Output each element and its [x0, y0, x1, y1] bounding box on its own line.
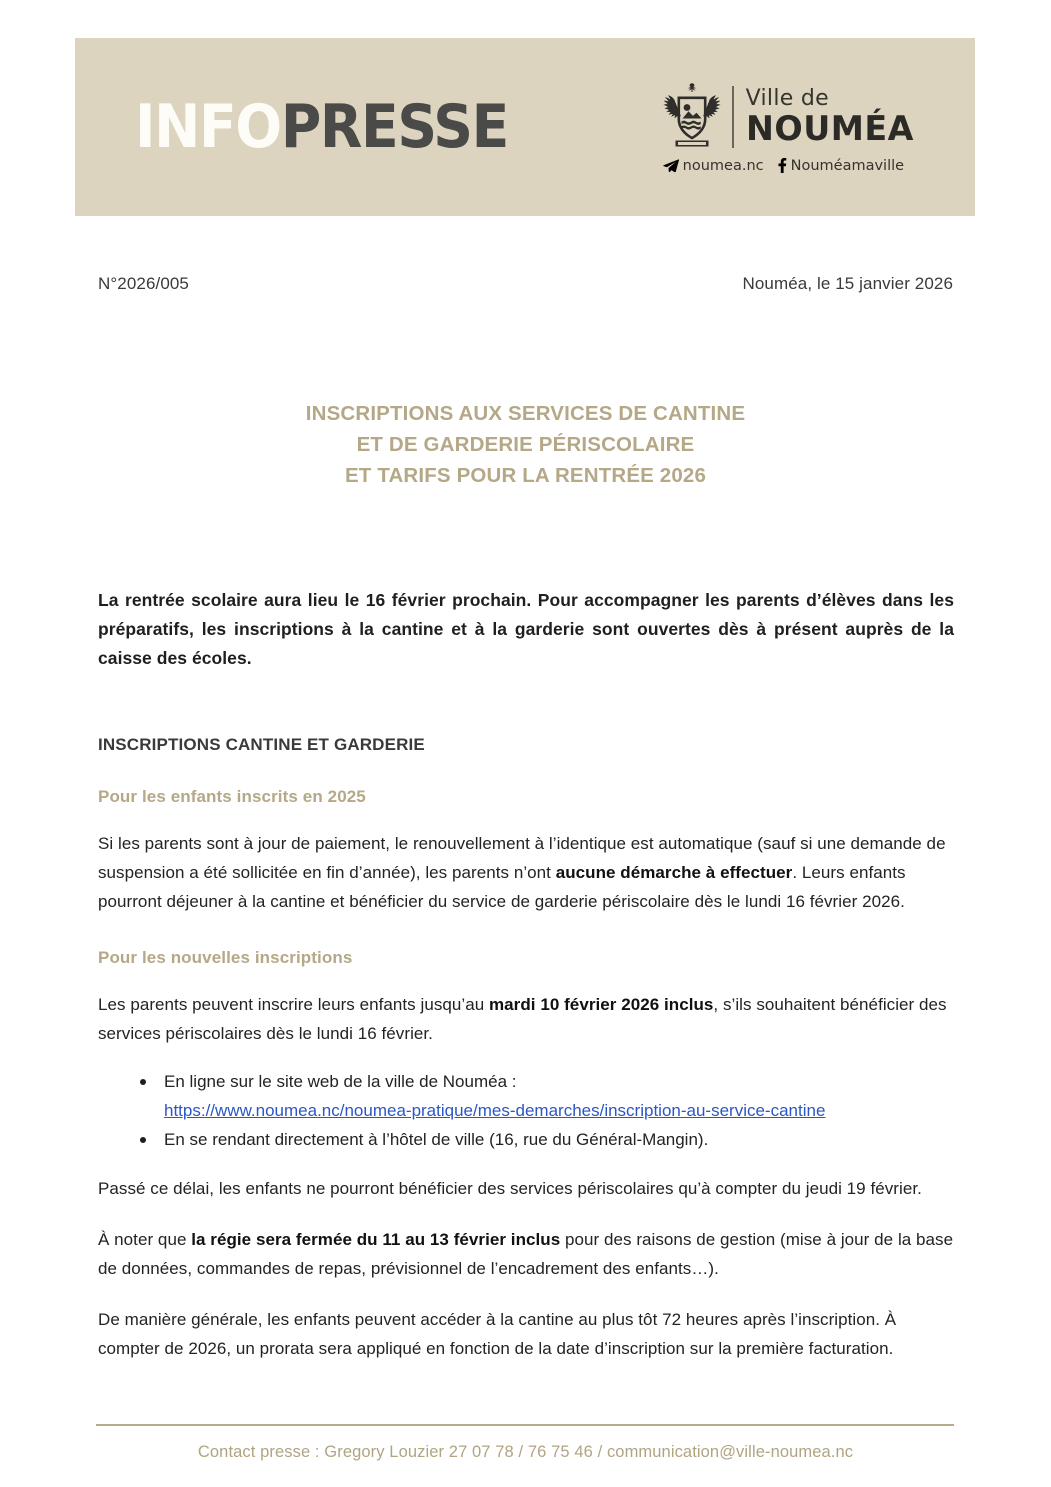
bullet-1-text: En ligne sur le site web de la ville de Nouméa : [164, 1072, 517, 1091]
logo-ville-de-text: Ville de [745, 85, 829, 111]
para-1-part-a: Si les parents sont à jour de paiement, le renouvellement à l’identique est automatique (sauf si une demande de suspension a été sollicitée en fin d’année), les parents n’ont [98, 834, 946, 882]
logo-divider [732, 86, 734, 148]
footer-contact: Contact presse : Gregory Louzier 27 07 78 / 76 75 46 / communication@ville-noumea.nc [197, 1443, 854, 1461]
paragraph-passe-delai: Passé ce délai, les enfants ne pourront bénéficier des services périscolaires qu’à compter du jeudi 19 février. [98, 1179, 922, 1198]
bullet-2-text: En se rendant directement à l’hôtel de ville (16, rue du Général-Mangin). [164, 1130, 709, 1149]
para-4-part-a: À noter que [98, 1230, 192, 1249]
inscription-url-link[interactable]: https://www.noumea.nc/noumea-pratique/mes-demarches/inscription-au-service-cantine [164, 1101, 826, 1120]
logo-social-row [663, 158, 904, 174]
para-2-bold: mardi 10 février 2026 inclus [489, 995, 714, 1014]
facebook-icon [777, 158, 787, 173]
footer-divider [96, 1424, 954, 1426]
para-2-part-a: Les parents peuvent inscrire leurs enfants jusqu’au [98, 995, 489, 1014]
inscription-methods-list [98, 1067, 954, 1154]
logo-word-info: INFO [135, 92, 281, 162]
list-item [164, 1067, 954, 1125]
facebook-handle [777, 158, 904, 174]
info-presse-logo [135, 92, 508, 162]
paper-plane-icon [663, 159, 679, 172]
para-2-part-c: , s’ils souhaitent bénéficier des services périscolaires dès le lundi 16 février. [98, 995, 947, 1043]
paragraph-prorata: De manière générale, les enfants peuvent accéder à la cantine au plus tôt 72 heures après l’inscription. À compter de 2026, un prorata sera appliqué en fonction de la date d’inscription sur la première facturation. [98, 1310, 897, 1358]
title-line-2: ET DE GARDERIE PÉRISCOLAIRE [356, 433, 695, 456]
para-4-part-c: pour des raisons de gestion (mise à jour de la base de données, commandes de repas, prévisionnel de l’encadrement des enfants…). [98, 1230, 954, 1278]
reference-number: N°2026/005 [98, 274, 189, 293]
lead-paragraph: La rentrée scolaire aura lieu le 16 février prochain. Pour accompagner les parents d’élèves dans les préparatifs, les inscriptions à la cantine et à la garderie sont ouvertes dès à présent auprès de la caisse des écoles. [98, 590, 954, 668]
document-body [98, 586, 954, 1363]
paragraph-date-limite [98, 990, 954, 1048]
website-handle-text: noumea.nc [682, 157, 764, 174]
subheading-enfants-inscrits-2025: Pour les enfants inscrits en 2025 [98, 787, 366, 806]
noumea-coat-of-arms-icon [661, 81, 723, 153]
meta-row [98, 274, 953, 294]
ville-de-noumea-logo [661, 81, 917, 174]
logo-wordmark [745, 85, 917, 149]
title-line-3: ET TARIFS POUR LA RENTRÉE 2026 [344, 464, 707, 487]
logo-word-presse: PRESSE [280, 92, 508, 162]
title-line-1: INSCRIPTIONS AUX SERVICES DE CANTINE [305, 402, 746, 425]
para-1-bold: aucune démarche à effectuer [555, 863, 793, 882]
list-item [164, 1125, 954, 1154]
logo-top-row [661, 81, 917, 153]
section-heading-inscriptions: INSCRIPTIONS CANTINE ET GARDERIE [98, 735, 425, 754]
document-title [98, 398, 953, 491]
website-handle [663, 158, 764, 174]
subheading-nouvelles-inscriptions: Pour les nouvelles inscriptions [98, 948, 353, 967]
header-band [75, 38, 975, 216]
facebook-handle-text: Nouméamaville [790, 157, 905, 174]
paragraph-regie-fermee [98, 1225, 954, 1283]
para-1-part-c: . Leurs enfants pourront déjeuner à la cantine et bénéficier du service de garderie périscolaire dès le lundi 16 février 2026. [98, 863, 906, 911]
paragraph-renouvellement [98, 829, 954, 916]
para-4-bold: la régie sera fermée du 11 au 13 février inclus [191, 1230, 561, 1249]
place-and-date: Nouméa, le 15 janvier 2026 [742, 274, 953, 293]
logo-noumea-text: NOUMÉA [745, 108, 914, 149]
